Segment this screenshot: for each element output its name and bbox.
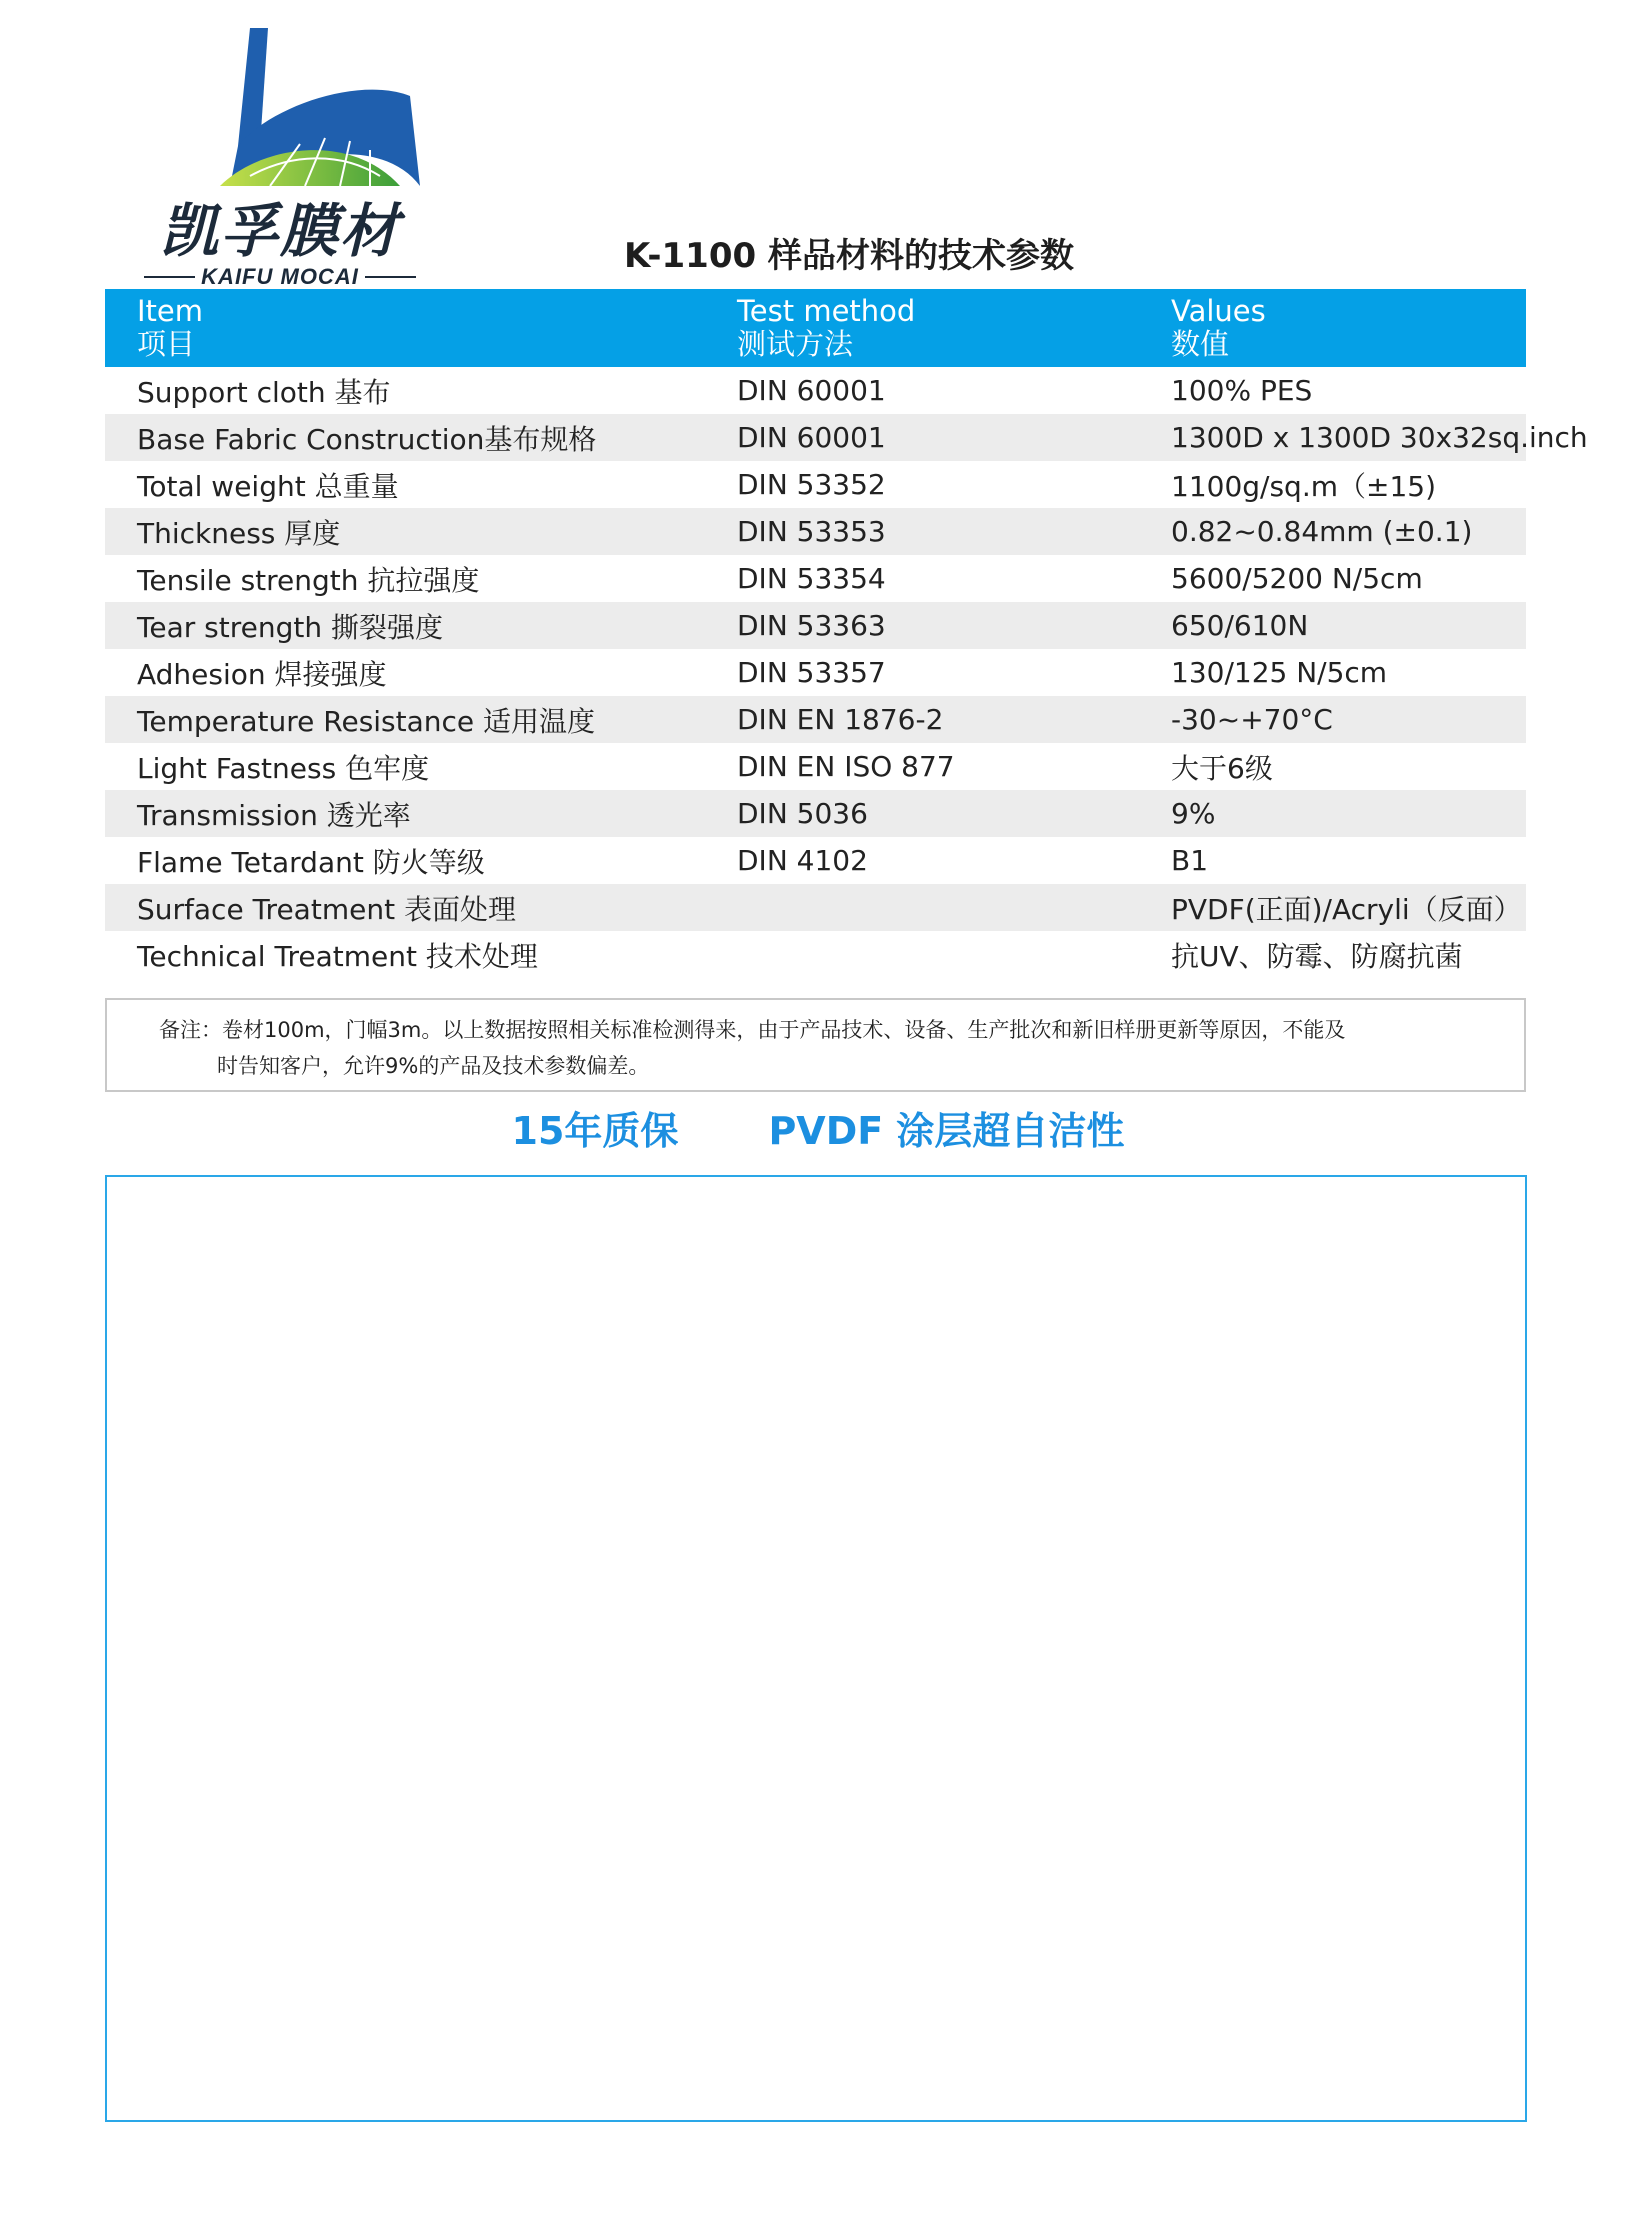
table-row bbox=[105, 884, 1526, 931]
cell-value: 抗UV、防霉、防腐抗菌 bbox=[1171, 939, 1463, 973]
cell-value: 1100g/sq.m（±15) bbox=[1171, 469, 1437, 503]
cell-item: Temperature Resistance 适用温度 bbox=[105, 696, 705, 743]
table-row bbox=[105, 790, 1526, 837]
cell-value: 650/610N bbox=[1139, 602, 1526, 649]
cell-method: DIN 53363 bbox=[705, 602, 1139, 649]
table-row bbox=[105, 508, 1526, 555]
table-header-row bbox=[105, 289, 1526, 367]
cell-item: Surface Treatment 表面处理 bbox=[105, 884, 705, 931]
cell-item: Thickness 厚度 bbox=[105, 508, 705, 555]
cell-value: 100% PES bbox=[1171, 374, 1313, 407]
brand-logo bbox=[140, 26, 420, 289]
header-item-en: Item bbox=[137, 294, 204, 328]
cell-method: DIN EN 1876-2 bbox=[705, 696, 1139, 743]
header-values bbox=[1139, 289, 1526, 367]
header-item bbox=[105, 289, 705, 367]
cell-value: PVDF(正面)/Acryli（反面） bbox=[1139, 884, 1526, 931]
table-row bbox=[105, 602, 1526, 649]
note-line-2: 时告知客户，允许9%的产品及技术参数偏差。 bbox=[217, 1054, 650, 1078]
product-image-frame bbox=[105, 1175, 1527, 2122]
cell-method bbox=[705, 884, 1139, 931]
logo-emblem-icon bbox=[210, 26, 430, 191]
table-row bbox=[105, 837, 1526, 884]
header-method bbox=[705, 289, 1139, 367]
cell-item: Support cloth 基布 bbox=[137, 375, 391, 409]
cell-item: Adhesion 焊接强度 bbox=[137, 657, 387, 691]
note-box bbox=[105, 998, 1526, 1092]
cell-method: DIN EN ISO 877 bbox=[737, 750, 955, 783]
slogan-pvdf: PVDF 涂层超自洁性 bbox=[768, 1109, 1125, 1153]
slogan-warranty: 15年质保 bbox=[511, 1109, 679, 1153]
cell-item: Flame Tetardant 防火等级 bbox=[137, 845, 485, 879]
table-row bbox=[105, 696, 1526, 743]
cell-method: DIN 53353 bbox=[705, 508, 1139, 555]
spec-table bbox=[105, 289, 1588, 978]
divider bbox=[365, 276, 416, 278]
cell-method: DIN 4102 bbox=[737, 844, 868, 877]
cell-value: 130/125 N/5cm bbox=[1171, 656, 1388, 689]
cell-value: 大于6级 bbox=[1171, 751, 1273, 785]
cell-value: B1 bbox=[1171, 844, 1209, 877]
table-row bbox=[105, 461, 1526, 508]
cell-item: Total weight 总重量 bbox=[137, 469, 399, 503]
header-item-cn: 项目 bbox=[137, 327, 196, 361]
cell-value: 0.82~0.84mm (±0.1) bbox=[1139, 508, 1526, 555]
cell-method: DIN 5036 bbox=[705, 790, 1139, 837]
table-row bbox=[105, 743, 1526, 790]
cell-value: -30~+70°C bbox=[1139, 696, 1526, 743]
cell-item: Tensile strength 抗拉强度 bbox=[137, 563, 480, 597]
cell-method: DIN 53357 bbox=[737, 656, 886, 689]
divider bbox=[144, 276, 195, 278]
cell-item: Technical Treatment 技术处理 bbox=[137, 939, 538, 973]
brand-name-en-row bbox=[144, 264, 416, 290]
table-row bbox=[105, 931, 1526, 978]
cell-method: DIN 53354 bbox=[737, 562, 886, 595]
note-line-1: 备注：卷材100m，门幅3m。以上数据按照相关标准检测得来，由于产品技术、设备、生产批次和新旧样册更新等原因，不能及 bbox=[159, 1018, 1346, 1042]
slogan-row bbox=[0, 1100, 1636, 1155]
table-row bbox=[105, 649, 1526, 696]
cell-item: Tear strength 撕裂强度 bbox=[105, 602, 705, 649]
cell-method: DIN 53352 bbox=[737, 468, 886, 501]
cell-item: Transmission 透光率 bbox=[105, 790, 705, 837]
brand-name-en: KAIFU MOCAI bbox=[201, 264, 359, 289]
cell-value: 9% bbox=[1139, 790, 1526, 837]
cell-method: DIN 60001 bbox=[705, 414, 1139, 461]
cell-value: 1300D x 1300D 30x32sq.inch bbox=[1139, 414, 1526, 461]
header-values-cn: 数值 bbox=[1171, 327, 1230, 361]
table-row bbox=[105, 555, 1526, 602]
page-title: K-1100 样品材料的技术参数 bbox=[624, 236, 1074, 276]
table-row bbox=[105, 414, 1526, 461]
brand-name-cn: 凯孚膜材 bbox=[159, 197, 400, 265]
header-method-en: Test method bbox=[737, 294, 916, 328]
header-method-cn: 测试方法 bbox=[737, 327, 854, 361]
cell-method bbox=[705, 931, 1139, 978]
table-row bbox=[105, 367, 1526, 414]
cell-item: Base Fabric Construction基布规格 bbox=[105, 414, 705, 461]
cell-method: DIN 60001 bbox=[737, 374, 886, 407]
header-values-en: Values bbox=[1171, 294, 1266, 328]
cell-item: Light Fastness 色牢度 bbox=[137, 751, 430, 785]
cell-value: 5600/5200 N/5cm bbox=[1171, 562, 1423, 595]
